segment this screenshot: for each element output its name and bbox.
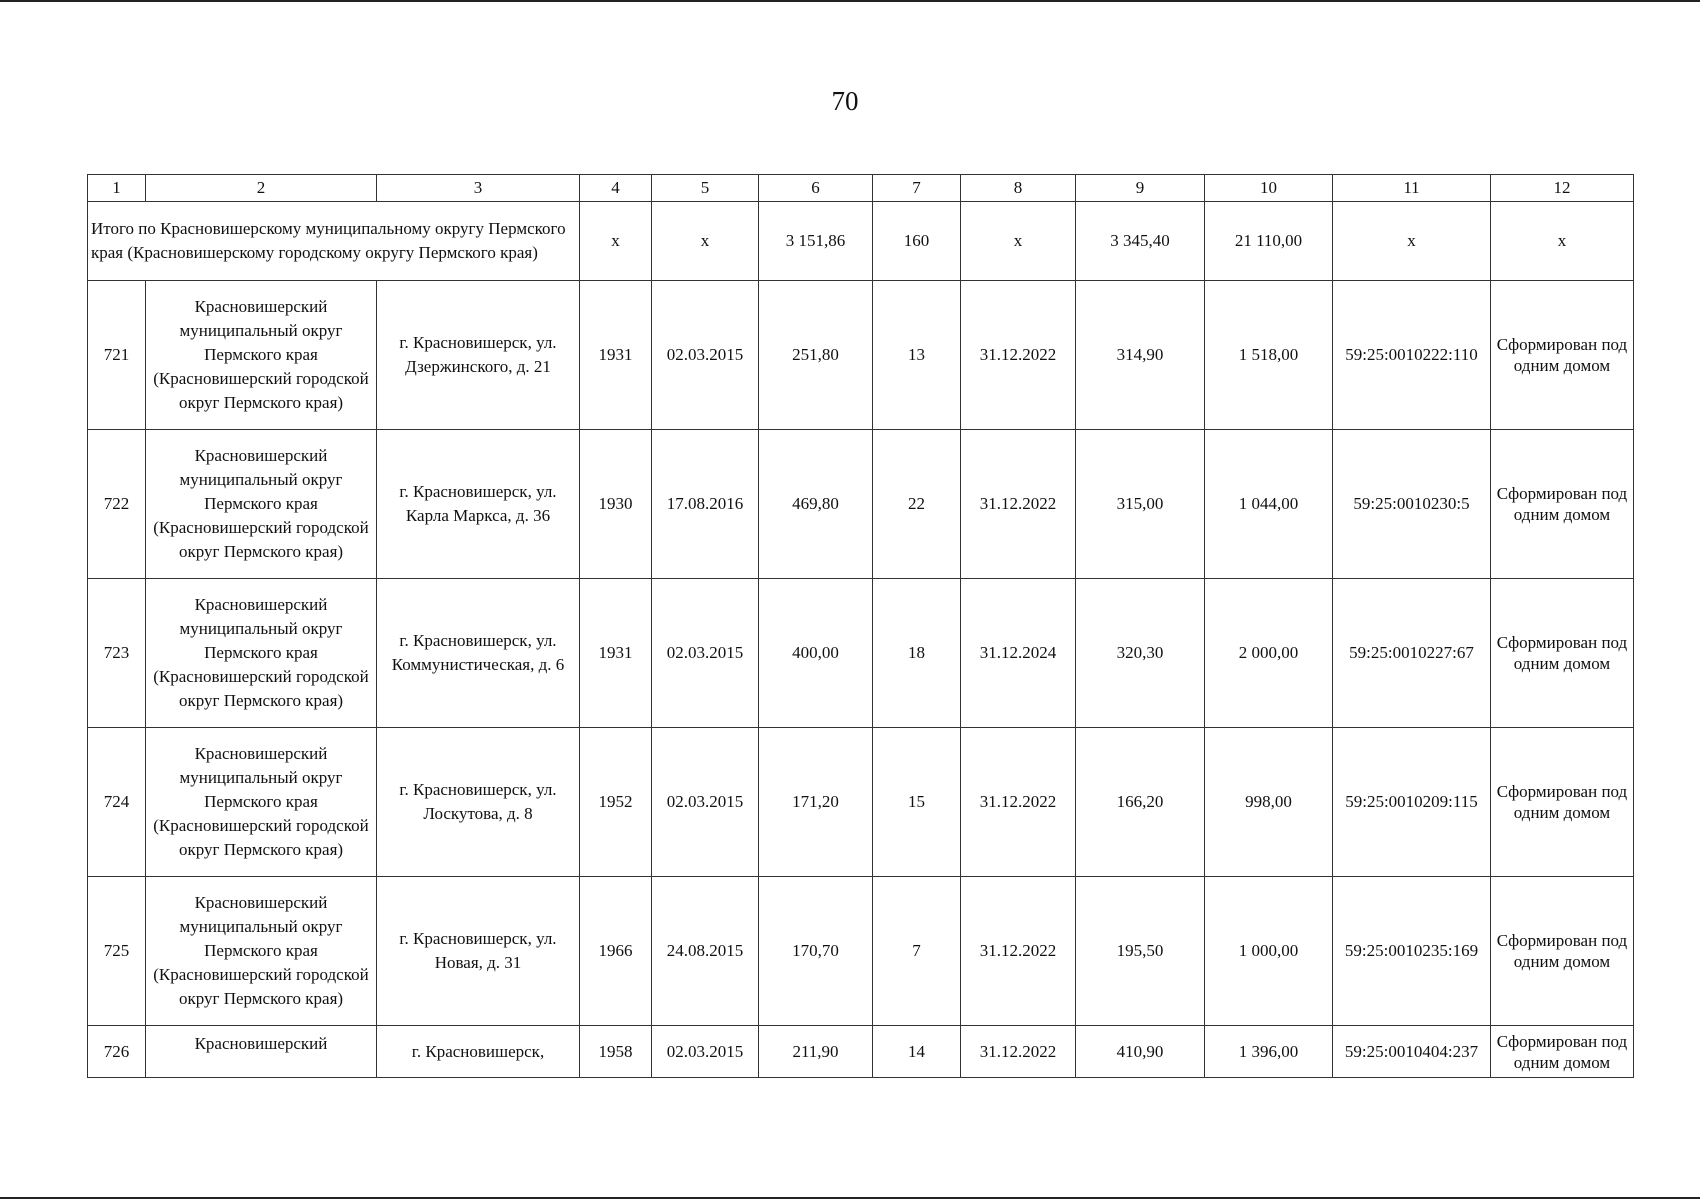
land-cell: 1 000,00 — [1205, 877, 1333, 1026]
area2-cell: 320,30 — [1076, 579, 1205, 728]
owner-cell: Красновишерский муниципальный округ Пермского края (Красновишерский городской округ Пермского края) — [146, 430, 377, 579]
owner-cell: Красновишерский муниципальный округ Пермского края (Красновишерский городской округ Пермского края) — [146, 877, 377, 1026]
column-number: 2 — [146, 175, 377, 202]
row-number: 724 — [88, 728, 146, 877]
date-cell: 02.03.2015 — [652, 1026, 759, 1078]
housing-table — [87, 174, 1634, 1078]
column-number: 8 — [961, 175, 1076, 202]
column-number: 9 — [1076, 175, 1205, 202]
total-label: Итого по Красновишерскому муниципальному округу Пермского края (Красновишерскому городскому округу Пермского края) — [88, 202, 580, 281]
count-cell: 14 — [873, 1026, 961, 1078]
owner-cell: Красновишерский муниципальный округ Пермского края (Красновишерский городской округ Пермского края) — [146, 728, 377, 877]
cadastral-cell: 59:25:0010230:5 — [1333, 430, 1491, 579]
year-cell: 1952 — [580, 728, 652, 877]
land-cell: 1 044,00 — [1205, 430, 1333, 579]
deadline-cell: 31.12.2022 — [961, 281, 1076, 430]
total-land: 21 110,00 — [1205, 202, 1333, 281]
table-row — [88, 877, 1634, 1026]
date-cell: 02.03.2015 — [652, 281, 759, 430]
owner-cell: Красновишерский муниципальный округ Пермского края (Красновишерский городской округ Пермского края) — [146, 579, 377, 728]
total-cell: x — [580, 202, 652, 281]
land-cell: 1 396,00 — [1205, 1026, 1333, 1078]
row-number: 726 — [88, 1026, 146, 1078]
land-cell: 998,00 — [1205, 728, 1333, 877]
deadline-cell: 31.12.2022 — [961, 877, 1076, 1026]
table-row — [88, 728, 1634, 877]
count-cell: 13 — [873, 281, 961, 430]
land-cell: 2 000,00 — [1205, 579, 1333, 728]
total-cell: x — [961, 202, 1076, 281]
total-area2: 3 345,40 — [1076, 202, 1205, 281]
page-top-edge — [0, 0, 1700, 2]
owner-cell: Красновишерский муниципальный округ Пермского края (Красновишерский городской округ Пермского края) — [146, 281, 377, 430]
owner-cell: Красновишерский — [146, 1026, 377, 1078]
cadastral-cell: 59:25:0010222:110 — [1333, 281, 1491, 430]
address-cell: г. Красновишерск, ул. Коммунистическая, д. 6 — [377, 579, 580, 728]
total-cell: x — [1491, 202, 1634, 281]
column-number: 1 — [88, 175, 146, 202]
column-number: 7 — [873, 175, 961, 202]
count-cell: 22 — [873, 430, 961, 579]
row-number: 723 — [88, 579, 146, 728]
area2-cell: 166,20 — [1076, 728, 1205, 877]
area2-cell: 314,90 — [1076, 281, 1205, 430]
area2-cell: 195,50 — [1076, 877, 1205, 1026]
column-number: 10 — [1205, 175, 1333, 202]
year-cell: 1958 — [580, 1026, 652, 1078]
status-cell: Сформирован под одним домом — [1491, 1026, 1634, 1078]
column-number: 5 — [652, 175, 759, 202]
address-cell: г. Красновишерск, ул. Лоскутова, д. 8 — [377, 728, 580, 877]
area-cell: 171,20 — [759, 728, 873, 877]
area-cell: 469,80 — [759, 430, 873, 579]
address-cell: г. Красновишерск, ул. Дзержинского, д. 21 — [377, 281, 580, 430]
page-number: 70 — [831, 86, 859, 116]
status-cell: Сформирован под одним домом — [1491, 579, 1634, 728]
table-row — [88, 1026, 1634, 1078]
total-cell: x — [652, 202, 759, 281]
count-cell: 15 — [873, 728, 961, 877]
column-number: 3 — [377, 175, 580, 202]
column-number: 11 — [1333, 175, 1491, 202]
area-cell: 251,80 — [759, 281, 873, 430]
status-cell: Сформирован под одним домом — [1491, 728, 1634, 877]
deadline-cell: 31.12.2024 — [961, 579, 1076, 728]
count-cell: 7 — [873, 877, 961, 1026]
area2-cell: 410,90 — [1076, 1026, 1205, 1078]
status-cell: Сформирован под одним домом — [1491, 877, 1634, 1026]
table-row — [88, 281, 1634, 430]
date-cell: 17.08.2016 — [652, 430, 759, 579]
area-cell: 400,00 — [759, 579, 873, 728]
deadline-cell: 31.12.2022 — [961, 1026, 1076, 1078]
row-number: 725 — [88, 877, 146, 1026]
cadastral-cell: 59:25:0010209:115 — [1333, 728, 1491, 877]
year-cell: 1930 — [580, 430, 652, 579]
table-row — [88, 579, 1634, 728]
address-cell: г. Красновишерск, — [377, 1026, 580, 1078]
row-number: 721 — [88, 281, 146, 430]
total-cell: x — [1333, 202, 1491, 281]
column-number: 6 — [759, 175, 873, 202]
row-number: 722 — [88, 430, 146, 579]
area-cell: 211,90 — [759, 1026, 873, 1078]
deadline-cell: 31.12.2022 — [961, 728, 1076, 877]
cadastral-cell: 59:25:0010404:237 — [1333, 1026, 1491, 1078]
total-area: 3 151,86 — [759, 202, 873, 281]
address-cell: г. Красновишерск, ул. Новая, д. 31 — [377, 877, 580, 1026]
column-number: 4 — [580, 175, 652, 202]
area-cell: 170,70 — [759, 877, 873, 1026]
address-cell: г. Красновишерск, ул. Карла Маркса, д. 36 — [377, 430, 580, 579]
status-cell: Сформирован под одним домом — [1491, 430, 1634, 579]
area2-cell: 315,00 — [1076, 430, 1205, 579]
date-cell: 02.03.2015 — [652, 728, 759, 877]
deadline-cell: 31.12.2022 — [961, 430, 1076, 579]
column-number: 12 — [1491, 175, 1634, 202]
year-cell: 1966 — [580, 877, 652, 1026]
year-cell: 1931 — [580, 281, 652, 430]
total-row — [88, 202, 1634, 281]
count-cell: 18 — [873, 579, 961, 728]
date-cell: 02.03.2015 — [652, 579, 759, 728]
column-number-row — [88, 175, 1634, 202]
land-cell: 1 518,00 — [1205, 281, 1333, 430]
total-count: 160 — [873, 202, 961, 281]
date-cell: 24.08.2015 — [652, 877, 759, 1026]
table-row — [88, 430, 1634, 579]
cadastral-cell: 59:25:0010235:169 — [1333, 877, 1491, 1026]
cadastral-cell: 59:25:0010227:67 — [1333, 579, 1491, 728]
page-bottom-edge — [0, 1197, 1700, 1199]
year-cell: 1931 — [580, 579, 652, 728]
status-cell: Сформирован под одним домом — [1491, 281, 1634, 430]
